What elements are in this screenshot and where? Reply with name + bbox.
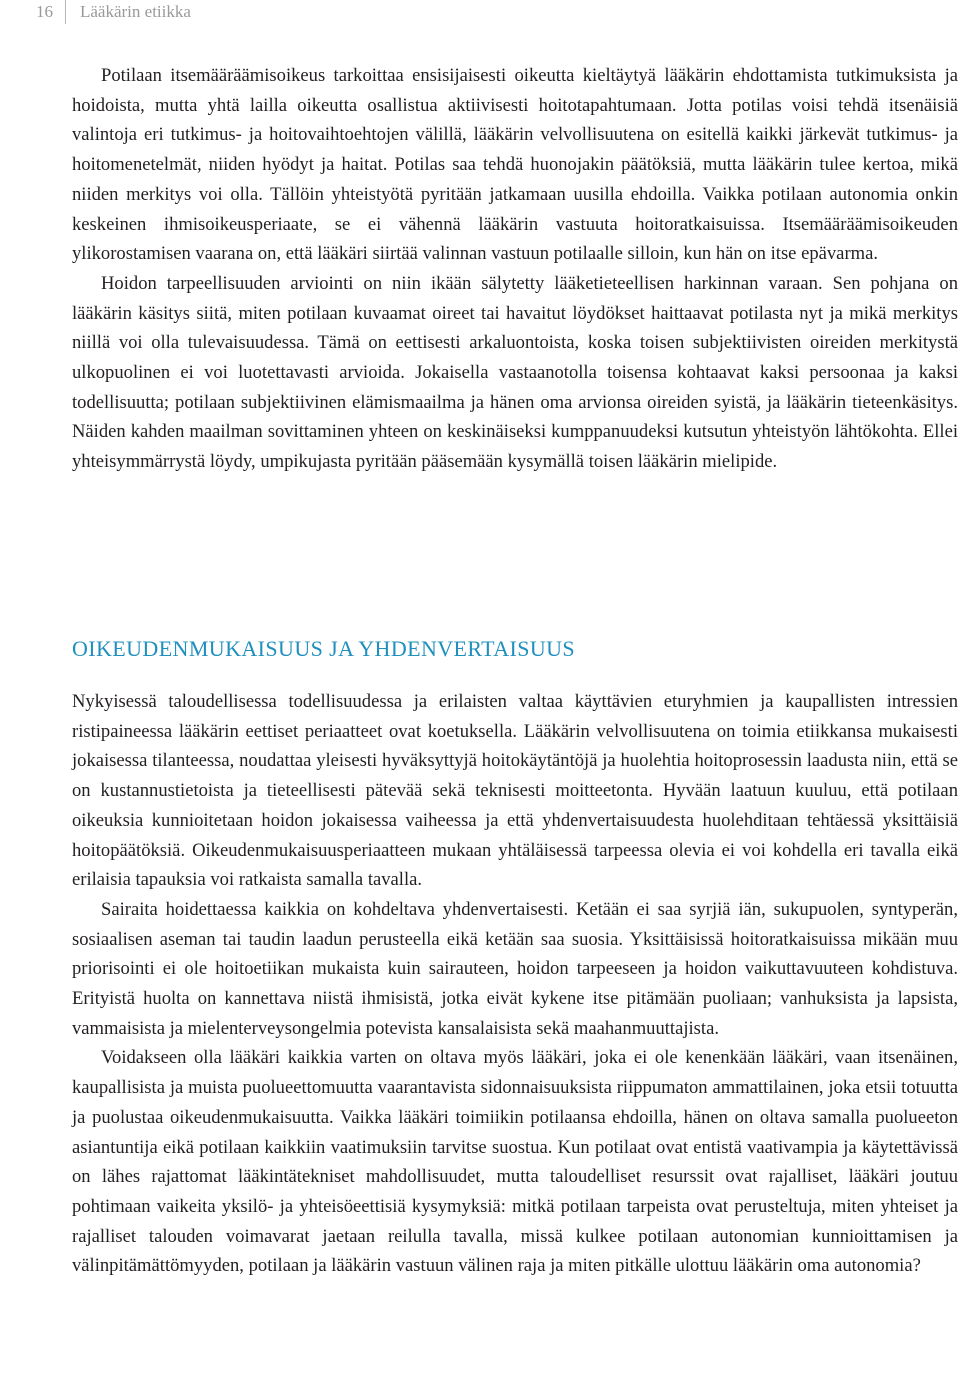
header-divider <box>65 0 66 24</box>
paragraph: Potilaan itsemääräämisoikeus tarkoittaa ensisijaisesti oikeutta kieltäytyä lääkärin ehdottamista tutkimuksista ja hoidoista, mutta yhtä lailla oikeutta osallistua aktiivisesti hoitotapahtumaan. Jotta potilas voisi tehdä itsenäisiä valintoja eri tutkimus- ja hoitovaihtoehtojen välillä, lääkärin velvollisuutena on esitellä kaikki järkevät tutkimus- ja hoitomenetelmät, niiden hyödyt ja haitat. Potilas saa tehdä huonojakin päätöksiä, mutta lääkärin tulee kertoa, mikä niiden merkitys voi olla. Tällöin yhteistyötä pyritään jatkamaan uusilla ehdoilla. Vaikka potilaan autonomia onkin keskeinen ihmisoikeusperiaate, se ei vähennä lääkärin vastuuta hoitoratkaisuissa. Itsemääräämisoikeuden ylikorostamisen vaarana on, että lääkäri siirtää valinnan vastuun potilaalle silloin, kun hän on itse epävarma. <box>72 65 958 265</box>
paragraph: Sairaita hoidettaessa kaikkia on kohdeltava yhdenvertaisesti. Ketään ei saa syrjiä iän, sukupuolen, syntyperän, sosiaalisen aseman tai taudin laadun perusteella eikä ketään saa suosia. Yksittäisissä hoitoratkaisuissa mikään muu priorisointi ei ole hoitoetiikan mukaista kuin sairauteen, hoidon tarpeeseen ja hoidon vaikuttavuuteen kohdistuva. Erityistä huolta on kannettava niistä ihmisistä, jotka eivät kykene itse pitämään puoliaan; vanhuksista ja lapsista, vammaisista ja mielenterveysongelmia potevista kansalaisista sekä maahanmuuttajista. <box>72 898 958 1039</box>
paragraph: Hoidon tarpeellisuuden arviointi on niin ikään sälytetty lääketieteellisen harkinnan varaan. Sen pohjana on lääkärin käsitys siitä, miten potilaan kuvaamat oireet tai havaitut löydökset haittaavat potilasta nyt ja mikä merkitys niillä voi olla tulevaisuudessa. Tämä on eettisesti arkaluontoista, koska toisen subjektiivisten oireiden merkitystä ulkopuolinen ei voi luotettavasti arvioida. Jokaisella vastaanotolla toisensa kohtaavat kaksi persoonaa ja kaksi todellisuutta; potilaan subjektiivinen elämismaailma ja hänen oma arvionsa oireiden syistä, ja lääkärin tieteenkäsitys. Näiden kahden maailman sovittaminen yhteen on keskinäiseksi kumppanuudeksi kutsutun yhteistyön lähtökohta. Ellei yhteisymmärrystä löydy, umpikujasta pyritään pääsemään kysymällä toisen lääkärin mielipide. <box>72 272 958 473</box>
paragraph: Nykyisessä taloudellisessa todellisuudessa ja erilaisten valtaa käyttävien eturyhmien ja kaupallisten intressien ristipaineessa lääkärin eettiset periaatteet ovat koetuksella. Lääkärin velvollisuutena on toimia etiikkansa mukaisesti jokaisessa tilanteessa, noudattaa yleisesti hyväksyttyjä hoitokäytäntöjä ja huolehtia hoitoprosessin laadusta niin, että se on kustannustietoista ja tieteellisesti pätevää sekä teknisesti moitteetonta. Hyvään laatuun kuuluu, että potilaan oikeuksia kunnioitetaan hoidon jokaisessa vaiheessa ja että yhdenvertaisuudesta huolehditaan tehtäessä yksittäisiä hoitopäätöksiä. Oikeudenmukaisuusperiaatteen mukaan yhtäläisessä tarpeessa olevia ei voi kohdella eri tavalla eikä erilaisia tapauksia voi ratkaista samalla tavalla. <box>72 691 958 891</box>
running-title: Lääkärin etiikka <box>80 2 191 21</box>
paragraph: Voidakseen olla lääkäri kaikkia varten on oltava myös lääkäri, joka ei ole kenenkään lääkäri, vaan itsenäinen, kaupallisista ja muista puolueettomuutta vaarantavista sidonnaisuuksista riippumaton ammattilainen, joka etsii totuutta ja puolustaa oikeudenmukaisuutta. Vaikka lääkäri toimiikin potilaansa ehdoilla, hänen on oltava samalla puolueeton asiantuntija eikä potilaan kaikkiin vaatimuksiin tarvitse suostua. Kun potilaat ovat entistä vaativampia ja käytettävissä on lähes rajattomat lääkintätekniset mahdollisuudet, mutta taloudelliset resurssit ovat rajalliset, lääkäri joutuu pohtimaan vaikeita yksilö- ja yhteisöeettisiä kysymyksiä: mitkä potilaan tarpeista ovat perusteltuja, miten yhteiset ja rajalliset talouden voimavarat jaetaan reilulla tavalla, missä kulkee potilaan autonomian kunnioittamisen ja välinpitämättömyyden, potilaan ja lääkärin vastuun välinen raja ja miten pitkälle ulottuu lääkärin oma autonomia? <box>72 1047 958 1277</box>
running-header <box>36 0 191 24</box>
section-heading: OIKEUDENMUKAISUUS JA YHDENVERTAISUUS <box>72 636 576 661</box>
section-2-body <box>72 687 958 1281</box>
page-number: 16 <box>36 2 53 21</box>
section-1-body <box>72 61 958 477</box>
